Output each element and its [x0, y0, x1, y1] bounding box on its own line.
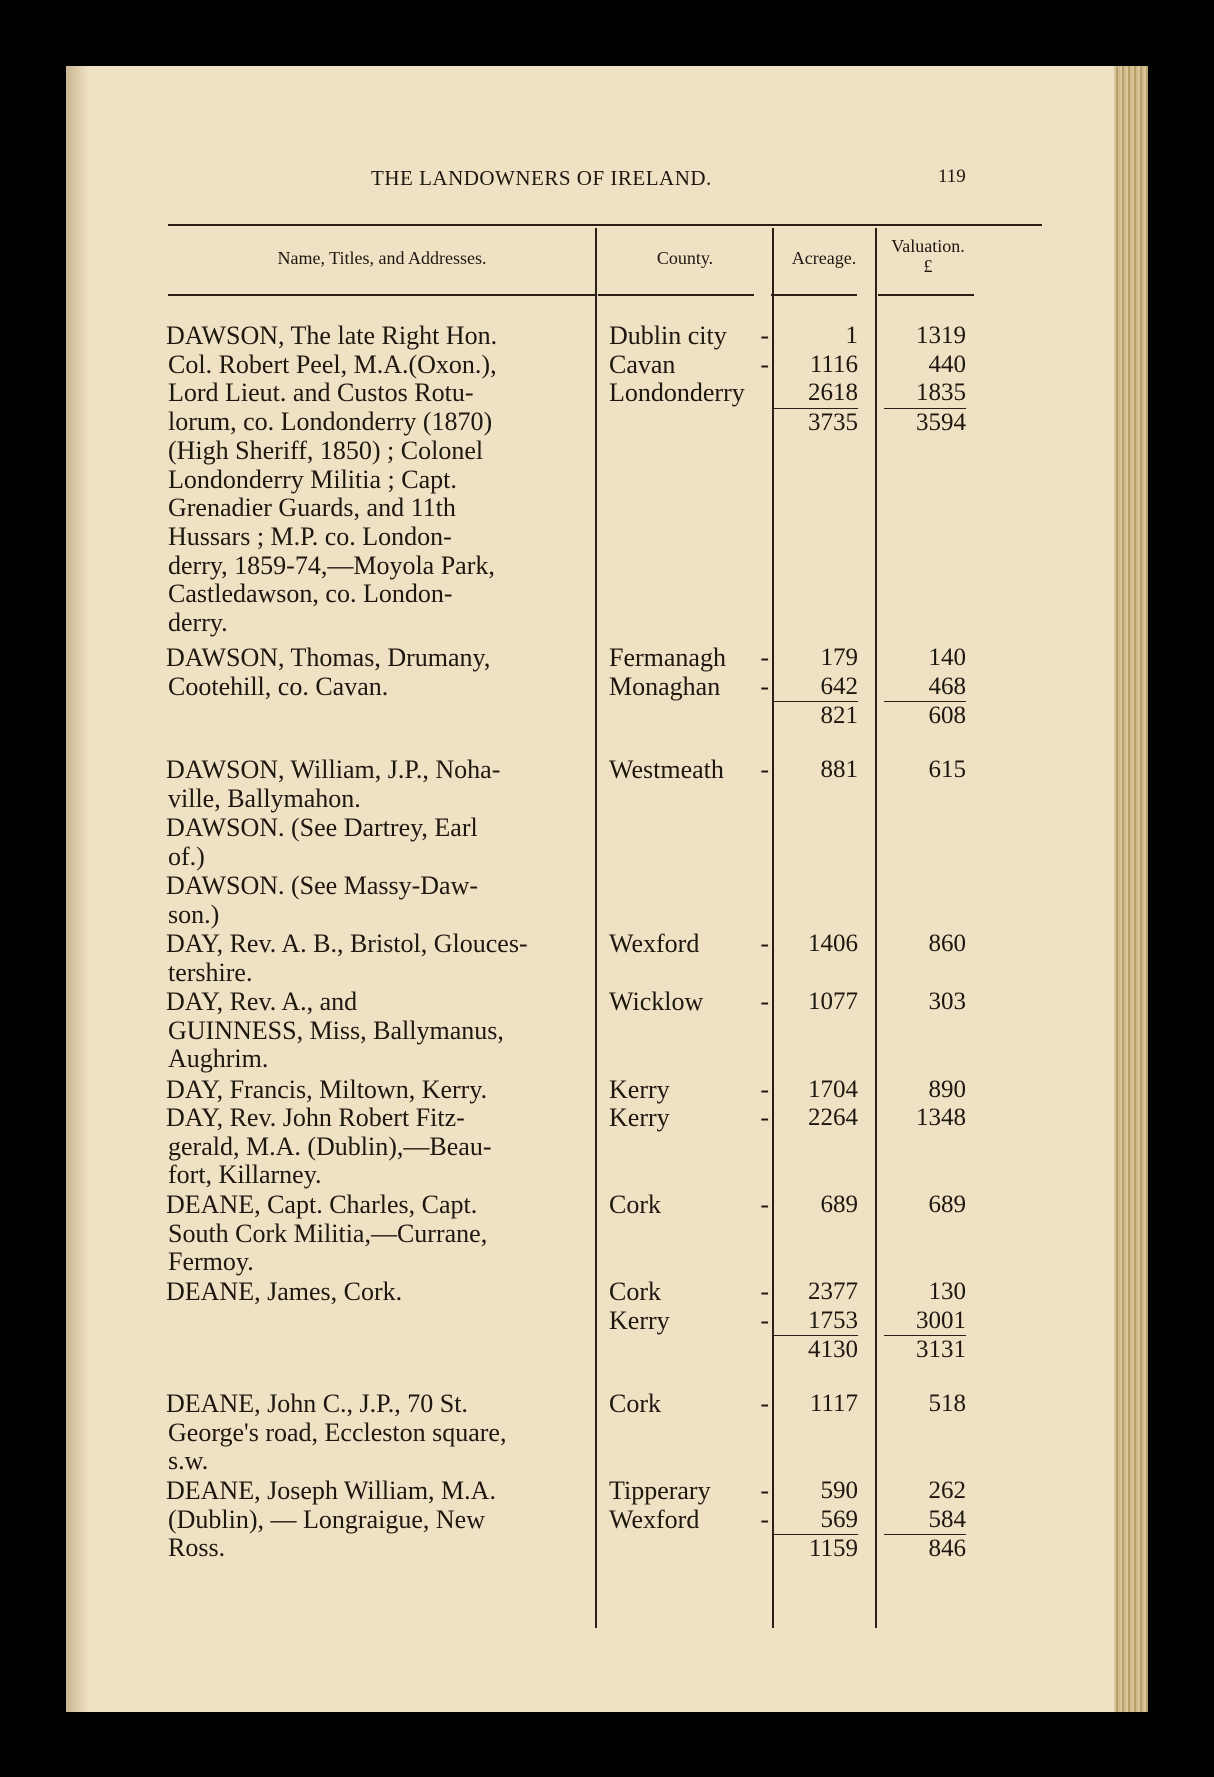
valuation-cell: 130 — [928, 1278, 966, 1305]
entry-counties — [609, 1390, 769, 1419]
name-line: Cootehill, co. Cavan. — [168, 671, 389, 701]
entry-acreage — [774, 1390, 858, 1419]
county-cell — [609, 1506, 769, 1535]
entry-acreage — [774, 644, 858, 731]
valuation-cell: 468 — [928, 672, 966, 700]
county-name: Kerry — [609, 1103, 670, 1132]
name-line: Grenadier Guards, and 11th — [168, 493, 456, 523]
county-dash: - — [760, 1504, 769, 1534]
valuation-total: 846 — [884, 1534, 966, 1564]
entry-valuation — [884, 756, 966, 785]
county-name: Cork — [609, 1190, 661, 1219]
entry-name — [166, 1278, 658, 1307]
header-bottom-rule-name — [168, 294, 596, 296]
name-line: fort, Killarney. — [168, 1160, 322, 1190]
entry-name — [166, 988, 658, 1074]
acreage-cell: 569 — [820, 1505, 858, 1533]
valuation-cell: 440 — [928, 350, 966, 378]
entry-counties — [609, 1104, 769, 1133]
valuation-cell: 615 — [928, 756, 966, 783]
name-line: DAWSON, The late Right Hon. — [166, 321, 498, 350]
valuation-cell: 1835 — [916, 379, 966, 407]
county-name: Cavan — [609, 349, 676, 379]
header-bottom-rule-county — [598, 294, 754, 296]
county-name: Wicklow — [609, 987, 704, 1016]
name-line: ville, Ballymahon. — [168, 783, 361, 813]
name-line: (High Sheriff, 1850) ; Colonel — [168, 435, 484, 465]
valuation-cell: 584 — [928, 1505, 966, 1533]
entry-counties — [609, 756, 769, 785]
valuation-cell: 3001 — [916, 1306, 966, 1334]
entry-name — [166, 644, 658, 701]
entry-name — [166, 322, 658, 638]
name-line: DAWSON, Thomas, Drumany, — [166, 643, 491, 672]
entry-acreage — [774, 1076, 858, 1105]
name-line: DEANE, John C., J.P., 70 St. — [166, 1389, 468, 1418]
acreage-cell: 1406 — [808, 930, 858, 957]
county-cell — [609, 1307, 769, 1336]
name-line: (Dublin), — Longraigue, New — [168, 1504, 485, 1534]
header-valuation-unit: £ — [923, 256, 933, 276]
entry-acreage — [774, 1477, 858, 1564]
entry-valuation — [884, 1076, 966, 1105]
name-line: DAY, Rev. A., and — [166, 987, 358, 1016]
county-name: Wexford — [609, 1504, 700, 1534]
county-name: Kerry — [609, 1305, 670, 1335]
acreage-cell: 2264 — [808, 1104, 858, 1131]
entry-valuation — [884, 1390, 966, 1419]
entry-counties — [609, 1076, 769, 1105]
name-line: DAWSON. (See Massy-Daw- — [166, 871, 479, 900]
acreage-total: 821 — [774, 701, 858, 731]
entry-name — [166, 1477, 658, 1563]
name-line: DEANE, Joseph William, M.A. — [166, 1476, 496, 1505]
header-name: Name, Titles, and Addresses. — [277, 248, 487, 268]
name-line: DAY, Rev. A. B., Bristol, Glouces- — [166, 929, 528, 958]
acreage-cell: 1117 — [809, 1390, 858, 1417]
entry-acreage — [774, 322, 858, 438]
entry-acreage — [774, 1104, 858, 1133]
name-line: South Cork Militia,—Currane, — [168, 1218, 488, 1248]
entry-valuation — [884, 644, 966, 731]
column-divider — [875, 228, 877, 1628]
acreage-total: 4130 — [774, 1335, 858, 1365]
acreage-total: 1159 — [774, 1534, 858, 1564]
entry-acreage — [774, 930, 858, 959]
name-line: tershire. — [168, 957, 253, 987]
valuation-cell: 860 — [928, 930, 966, 957]
county-name: Cork — [609, 1277, 661, 1306]
county-dash: - — [760, 643, 769, 672]
entry-valuation — [884, 1477, 966, 1564]
acreage-cell: 642 — [820, 672, 858, 700]
name-line: Ross. — [168, 1533, 226, 1563]
acreage-cell: 689 — [820, 1191, 858, 1218]
name-line: derry. — [168, 608, 228, 638]
county-dash: - — [760, 671, 769, 701]
valuation-cell: 1348 — [916, 1104, 966, 1131]
acreage-cell: 1704 — [808, 1076, 858, 1103]
name-line: gerald, M.A. (Dublin),—Beau- — [168, 1131, 492, 1161]
entry-acreage — [774, 756, 858, 785]
header-bottom-rule-acreage — [771, 294, 857, 296]
name-line: Londonderry Militia ; Capt. — [168, 464, 457, 494]
county-cell — [609, 1278, 769, 1307]
name-line: Lord Lieut. and Custos Rotu- — [168, 378, 474, 408]
header-bottom-rule-valuation — [878, 294, 974, 296]
entry-counties — [609, 988, 769, 1017]
entry-name — [166, 756, 658, 813]
acreage-cell: 2377 — [808, 1278, 858, 1305]
valuation-cell: 140 — [928, 644, 966, 671]
running-title: THE LANDOWNERS OF IRELAND. — [371, 166, 712, 190]
name-line: Fermoy. — [168, 1247, 254, 1277]
valuation-cell: 518 — [928, 1390, 966, 1417]
county-cell — [609, 930, 769, 959]
valuation-cell: 689 — [928, 1191, 966, 1218]
acreage-cell: 1753 — [808, 1306, 858, 1334]
name-line: Col. Robert Peel, M.A.(Oxon.), — [168, 349, 497, 379]
entry-name — [166, 1104, 658, 1190]
county-dash: - — [760, 1075, 769, 1104]
entry-valuation — [884, 988, 966, 1017]
name-line: Castledawson, co. London- — [168, 579, 453, 609]
page-edge — [1114, 66, 1148, 1712]
county-cell — [609, 1477, 769, 1506]
entry-counties — [609, 644, 769, 701]
county-name: Tipperary — [609, 1476, 711, 1505]
valuation-total: 3594 — [884, 408, 966, 438]
county-dash: - — [760, 1389, 769, 1418]
name-line: son.) — [168, 899, 220, 929]
name-line: Aughrim. — [168, 1044, 269, 1074]
name-line: derry, 1859-74,—Moyola Park, — [168, 550, 495, 580]
entry-name — [166, 1076, 658, 1105]
county-name: Kerry — [609, 1075, 670, 1104]
county-dash: - — [760, 1476, 769, 1505]
entry-acreage — [774, 1191, 858, 1220]
acreage-cell: 881 — [820, 756, 858, 783]
county-dash: - — [760, 349, 769, 379]
county-name: Wexford — [609, 929, 700, 958]
entry-acreage — [774, 988, 858, 1017]
valuation-cell: 262 — [928, 1477, 966, 1504]
name-line: GUINNESS, Miss, Ballymanus, — [168, 1015, 504, 1045]
acreage-cell: 1077 — [808, 988, 858, 1015]
county-name: Cork — [609, 1389, 661, 1418]
name-line: DEANE, James, Cork. — [166, 1277, 403, 1306]
entry-valuation — [884, 930, 966, 959]
county-dash: - — [760, 929, 769, 958]
header-valuation-label: Valuation. — [891, 236, 965, 256]
acreage-cell: 2618 — [808, 379, 858, 407]
county-dash: - — [760, 1103, 769, 1132]
county-name: Monaghan — [609, 671, 721, 701]
name-line: DAY, Francis, Miltown, Kerry. — [166, 1075, 488, 1104]
county-cell — [609, 1076, 769, 1105]
county-cell — [609, 1390, 769, 1419]
entry-valuation — [884, 1104, 966, 1133]
county-name: Dublin city — [609, 321, 727, 350]
entry-counties — [609, 930, 769, 959]
county-dash: - — [760, 1190, 769, 1219]
entry-name — [166, 814, 658, 871]
name-line: DAY, Rev. John Robert Fitz- — [166, 1103, 465, 1132]
entry-valuation — [884, 322, 966, 438]
valuation-cell: 890 — [928, 1076, 966, 1103]
county-dash: - — [760, 321, 769, 350]
acreage-cell: 1 — [845, 322, 858, 349]
county-cell — [609, 322, 769, 351]
page-number: 119 — [938, 166, 966, 187]
entry-valuation — [884, 1278, 966, 1365]
valuation-cell: 1319 — [916, 322, 966, 349]
entry-counties — [609, 1191, 769, 1220]
table-top-rule — [168, 224, 1042, 226]
page-gutter-shadow — [66, 66, 88, 1712]
entry-counties — [609, 1278, 769, 1335]
name-line: DAWSON. (See Dartrey, Earl — [166, 813, 478, 842]
entry-name — [166, 1390, 658, 1476]
county-cell — [609, 1104, 769, 1133]
county-dash: - — [760, 987, 769, 1016]
entry-name — [166, 872, 658, 929]
county-cell — [609, 1191, 769, 1220]
valuation-total: 3131 — [884, 1335, 966, 1365]
entry-counties — [609, 322, 769, 408]
county-dash: - — [760, 755, 769, 784]
county-cell — [609, 673, 769, 702]
county-dash: - — [760, 1277, 769, 1306]
name-line: DAWSON, William, J.P., Noha- — [166, 755, 501, 784]
entry-acreage — [774, 1278, 858, 1365]
entry-name — [166, 1191, 658, 1277]
name-line: of.) — [168, 841, 205, 871]
valuation-total: 608 — [884, 701, 966, 731]
name-line: George's road, Eccleston square, — [168, 1417, 507, 1447]
entry-valuation — [884, 1191, 966, 1220]
acreage-cell: 179 — [820, 644, 858, 671]
book-page — [66, 66, 1148, 1712]
county-cell — [609, 351, 769, 380]
county-cell: Londonderry — [609, 378, 745, 408]
name-line: lorum, co. Londonderry (1870) — [168, 407, 493, 437]
county-cell — [609, 644, 769, 673]
acreage-cell: 590 — [820, 1477, 858, 1504]
acreage-cell: 1116 — [809, 350, 858, 378]
header-acreage: Acreage. — [791, 248, 857, 268]
header-county: County. — [656, 248, 714, 268]
county-name: Westmeath — [609, 755, 724, 784]
name-line: DEANE, Capt. Charles, Capt. — [166, 1190, 478, 1219]
valuation-cell: 303 — [928, 988, 966, 1015]
county-cell — [609, 756, 769, 785]
entry-name — [166, 930, 658, 987]
county-name: Fermanagh — [609, 643, 726, 672]
header-valuation — [878, 236, 978, 276]
name-line: s.w. — [168, 1446, 209, 1476]
entry-counties — [609, 1477, 769, 1534]
county-dash: - — [760, 1305, 769, 1335]
county-cell — [609, 988, 769, 1017]
acreage-total: 3735 — [774, 408, 858, 438]
name-line: Hussars ; M.P. co. London- — [168, 521, 452, 551]
